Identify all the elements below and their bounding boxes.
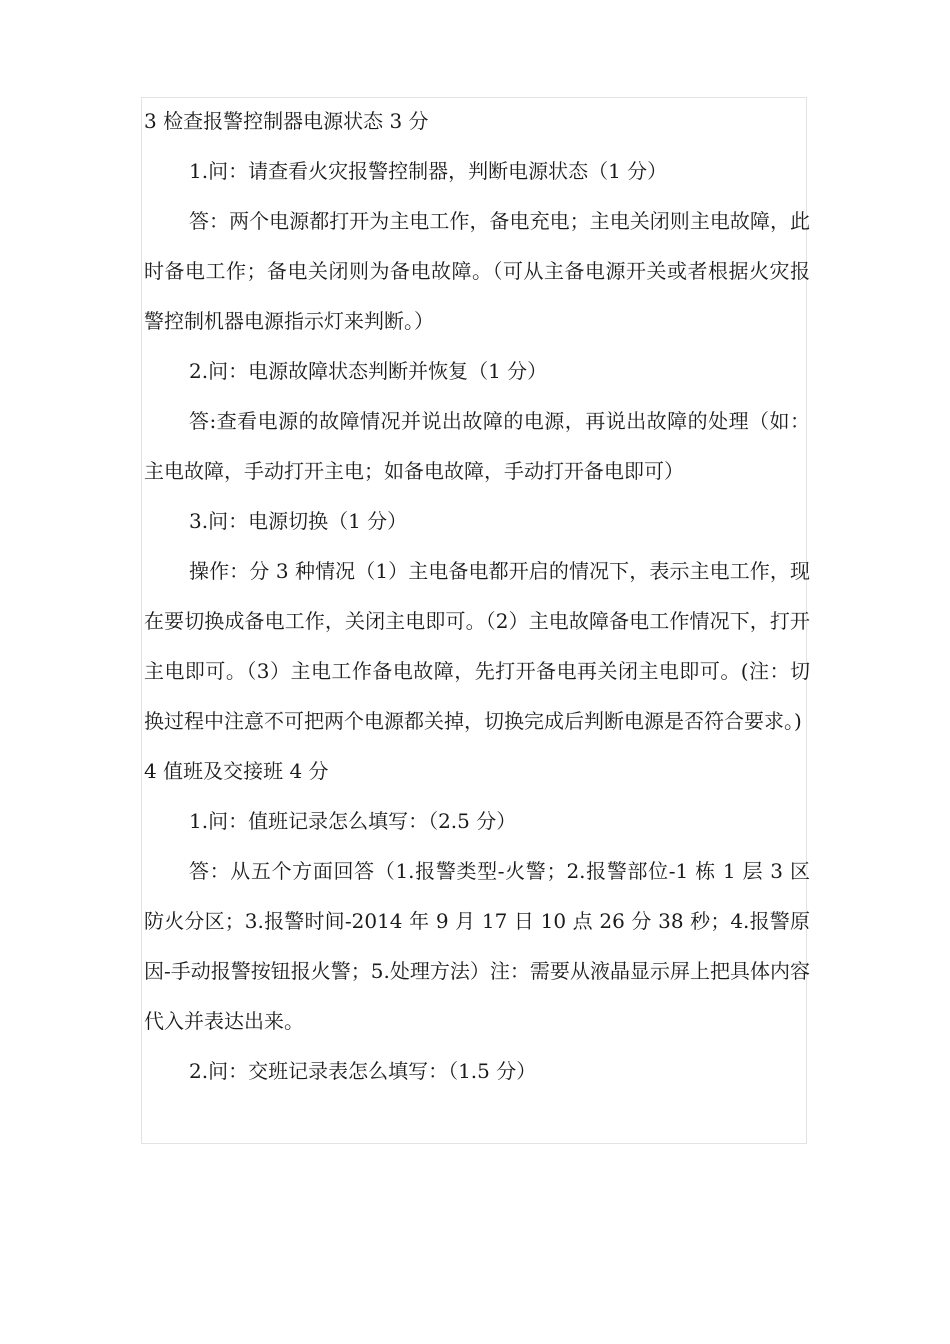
question-paragraph: 1.问：值班记录怎么填写：（2.5 分） xyxy=(189,809,517,833)
question-paragraph: 3.问：电源切换（1 分） xyxy=(189,509,408,533)
operation-paragraph: 操作：分 3 种情况（1）主电备电都开启的情况下，表示主电工作，现在要切换成备电工作，关闭主电即可。（2）主电故障备电工作情况下，打开主电即可。（3）主电工作备电故障，先打开备电再关闭主电即可。(注：切换过程中注意不可把两个电源都关掉，切换完成后判断电源是否符合要求。) xyxy=(144,559,810,733)
section-heading: 4 值班及交接班 4 分 xyxy=(144,759,329,783)
question-paragraph: 1.问：请查看火灾报警控制器，判断电源状态（1 分） xyxy=(189,159,668,183)
question-paragraph: 2.问：电源故障状态判断并恢复（1 分） xyxy=(189,359,548,383)
answer-paragraph: 答：从五个方面回答（1.报警类型-火警；2.报警部位-1 栋 1 层 3 区防火分区；3.报警时间-2014 年 9 月 17 日 10 点 26 分 38 秒；4.报警原因-手动报警按钮报火警；5.处理方法）注：需要从液晶显示屏上把具体内容代入并表达出来。 xyxy=(144,859,810,1033)
document-body xyxy=(144,96,810,1096)
section-heading: 3 检查报警控制器电源状态 3 分 xyxy=(144,109,429,133)
answer-paragraph: 答：两个电源都打开为主电工作，备电充电；主电关闭则主电故障，此时备电工作；备电关闭则为备电故障。（可从主备电源开关或者根据火灾报警控制机器电源指示灯来判断。） xyxy=(144,209,810,333)
answer-paragraph: 答:查看电源的故障情况并说出故障的电源，再说出故障的处理（如：主电故障，手动打开主电；如备电故障，手动打开备电即可） xyxy=(144,409,810,483)
question-paragraph: 2.问：交班记录表怎么填写：（1.5 分） xyxy=(189,1059,537,1083)
